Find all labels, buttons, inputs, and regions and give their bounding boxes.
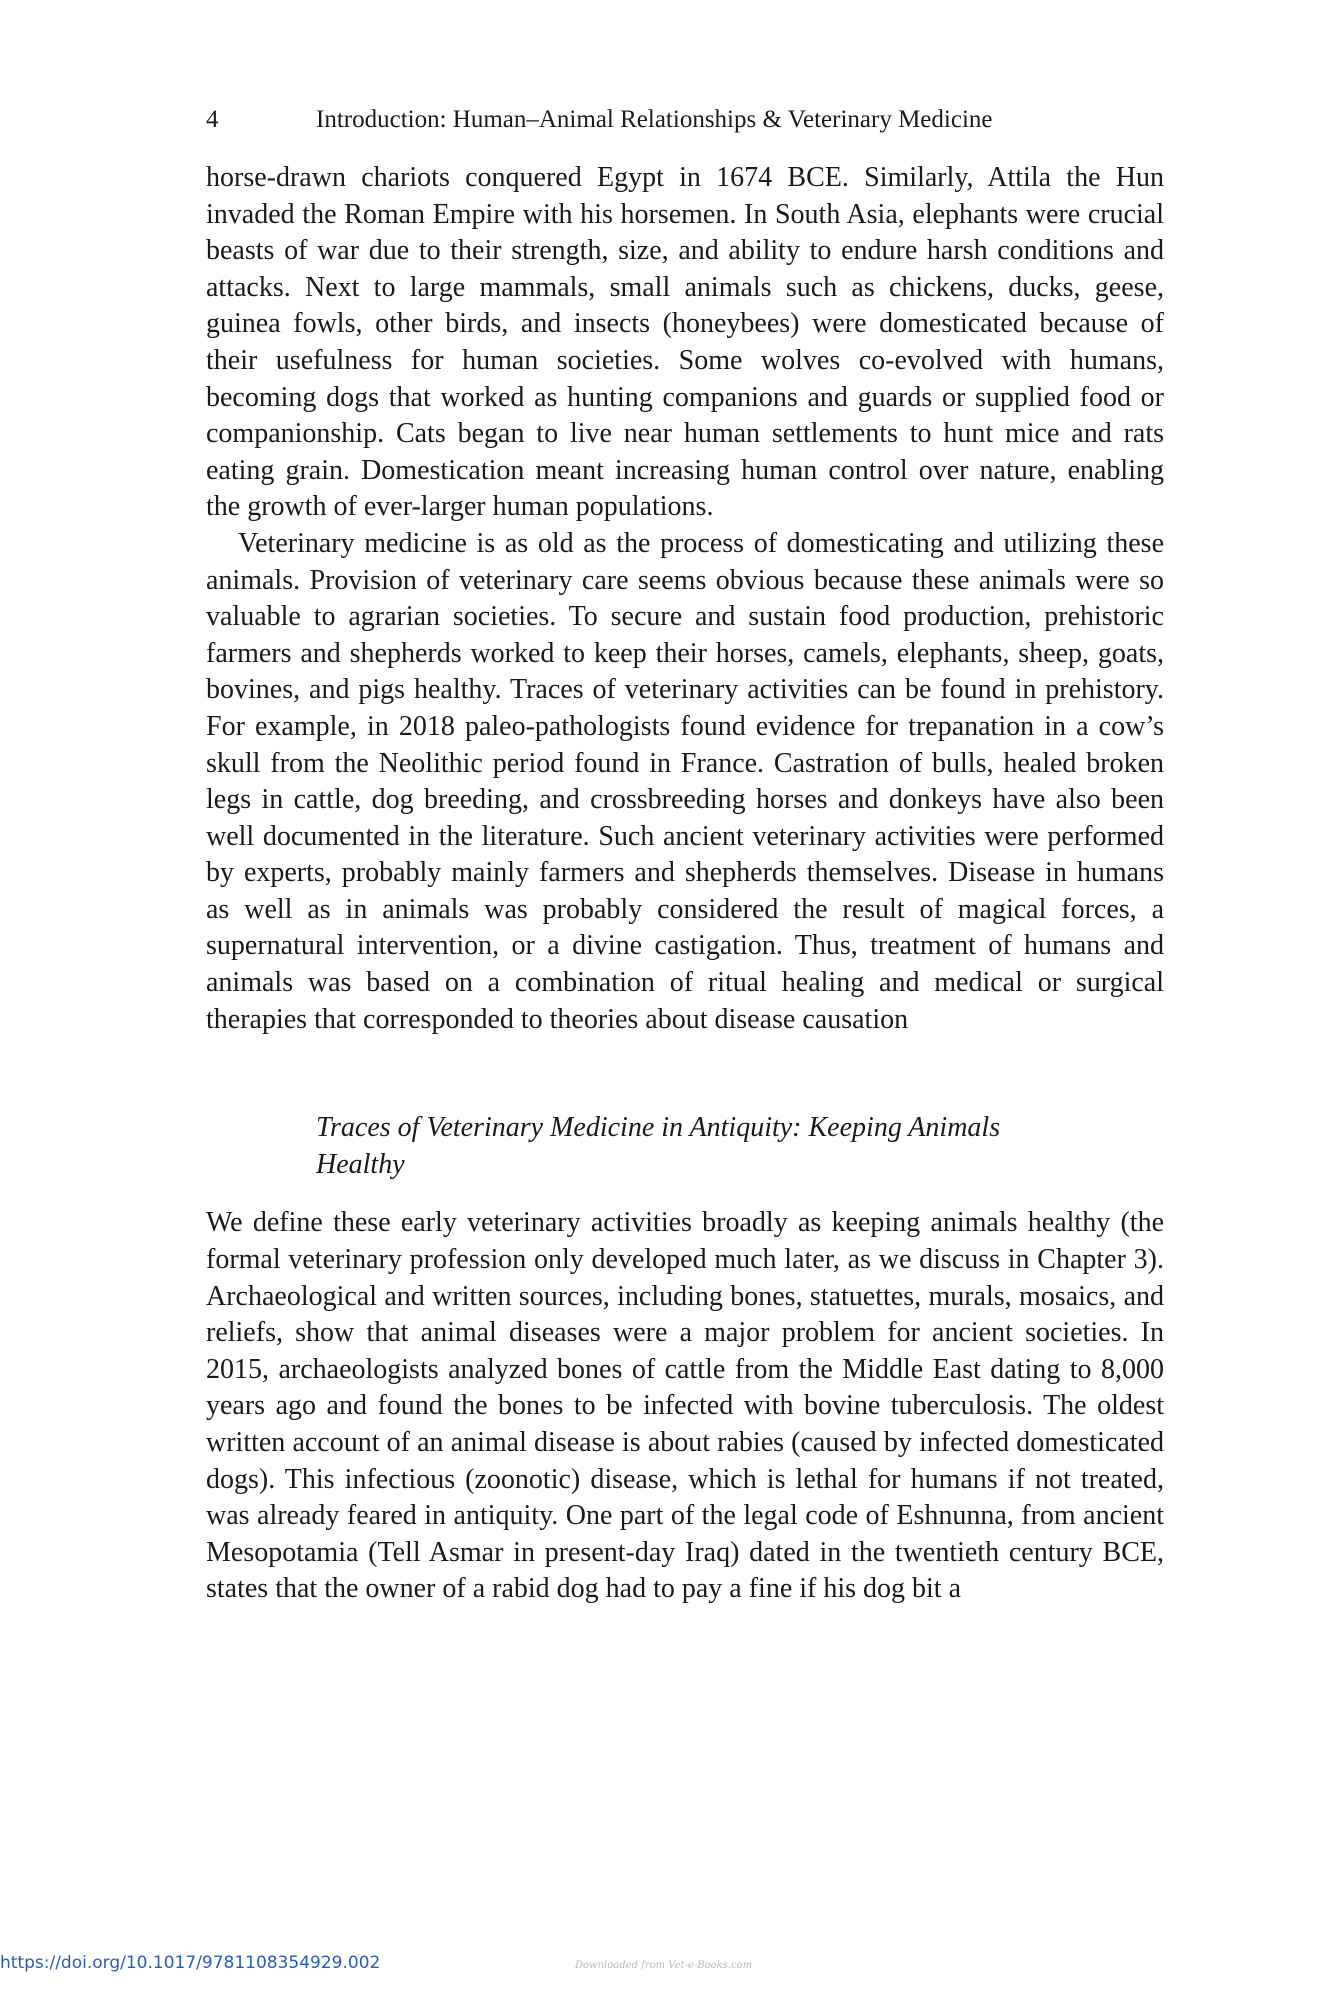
page-number: 4 [206, 106, 219, 133]
paragraph: horse-drawn chariots conquered Egypt in 1674 BCE. Similarly, Attila the Hun invaded the Roman Empire with his horsemen. In South Asia, elephants were crucial beasts of war due to their strength, size, and ability to endure harsh conditions and attacks. Next to large mammals, small animals such as chickens, ducks, geese, guinea fowls, other birds, and insects (honeybees) were domesticated because of their usefulness for human societies. Some wolves co-evolved with humans, becoming dogs that worked as hunting companions and guards or supplied food or companionship. Cats began to live near human settlements to hunt mice and rats eating grain. Domestication meant increasing human control over nature, enabling the growth of ever-larger human populations. [206, 162, 1164, 523]
running-title: Introduction: Human–Animal Relationships & Veterinary Medicine [316, 106, 993, 133]
running-head [206, 102, 1166, 138]
main-text [206, 160, 1164, 1608]
paragraph: Veterinary medicine is as old as the process of domesticating and utilizing these animals. Provision of veterinary care seems obvious because these animals were so valuable to agrarian societies. To secure and sustain food production, prehistoric farmers and shepherds worked to keep their horses, camels, elephants, sheep, goats, bovines, and pigs healthy. Traces of veterinary activities can be found in prehistory. For example, in 2018 paleo-pathologists found evidence for trepanation in a cow’s skull from the Neolithic period found in France. Castration of bulls, healed broken legs in cattle, dog breeding, and crossbreeding horses and donkeys have also been well documented in the literature. Such ancient veterinary activities were performed by experts, probably mainly farmers and shepherds themselves. Disease in humans as well as in animals was probably considered the result of magical forces, a supernatural intervention, or a divine castigation. Thus, treatment of humans and animals was based on a combination of ritual healing and medical or surgical therapies that corresponded to theories about disease causation [206, 527, 1164, 1035]
download-watermark: Downloaded from Vet-e-Books.com [575, 1960, 753, 1971]
paragraph: We define these early veterinary activities broadly as keeping animals healthy (the formal veterinary profession only developed much later, as we discuss in Chapter 3). Archaeological and written sources, including bones, statuettes, murals, mosaics, and reliefs, show that animal diseases were a major problem for ancient societies. In 2015, archaeologists analyzed bones of cattle from the Middle East dating to 8,000 years ago and found the bones to be infected with bovine tuberculosis. The oldest written account of an animal disease is about rabies (caused by infected domesticated dogs). This infectious (zoonotic) disease, which is lethal for humans if not treated, was already feared in antiquity. One part of the legal code of Eshnunna, from ancient Mesopotamia (Tell Asmar in present-day Iraq) dated in the twentieth century BCE, states that the owner of a rabid dog had to pay a fine if his dog bit a [206, 1207, 1164, 1605]
section-heading: Traces of Veterinary Medicine in Antiquity: Keeping Animals Healthy [316, 1112, 1001, 1180]
doi-link[interactable]: https://doi.org/10.1017/9781108354929.002 [0, 1953, 381, 1973]
